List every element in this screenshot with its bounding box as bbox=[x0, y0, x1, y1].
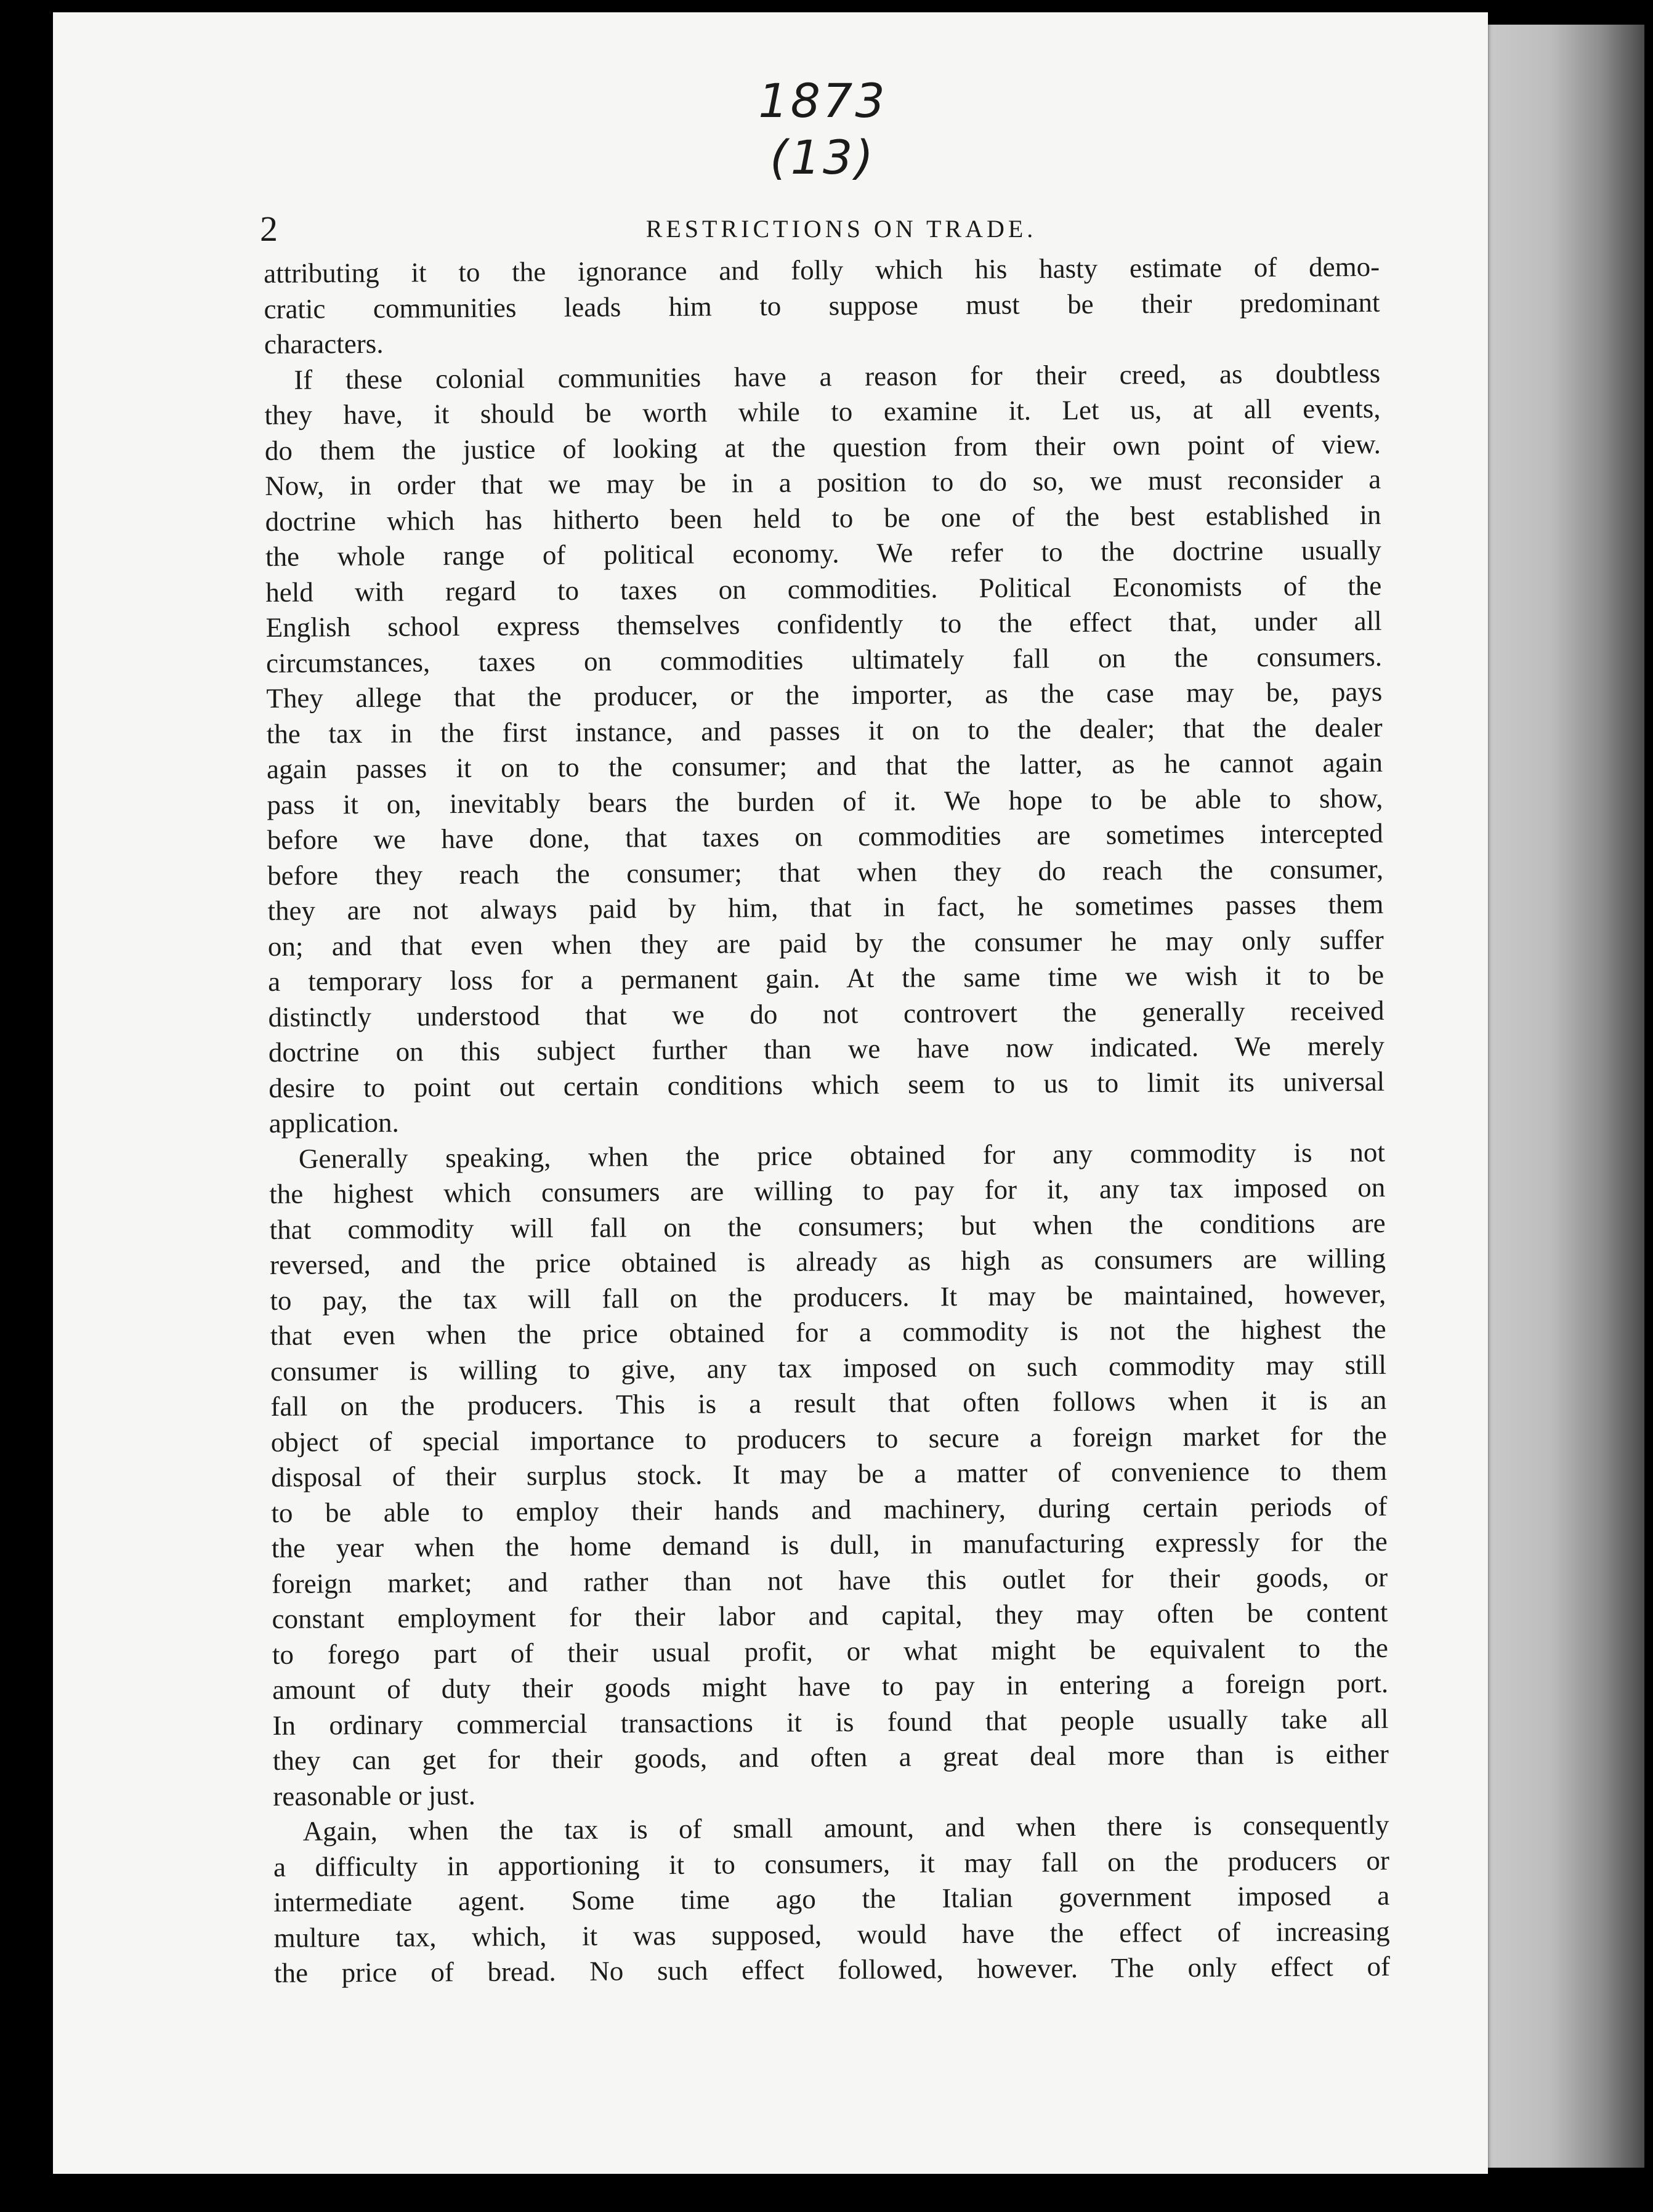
text-line: before they reach the consumer; that when they do reach the consumer, bbox=[267, 853, 1384, 891]
text-line: foreign market; and rather than not have this outlet for their goods, or bbox=[272, 1561, 1388, 1599]
text-line: reversed, and the price obtained is already as high as consumers are willing bbox=[269, 1242, 1386, 1280]
text-line: to pay, the tax will fall on the producers. It may be maintained, however, bbox=[270, 1278, 1386, 1316]
text-line: desire to point out certain conditions which seem to us to limit its universal bbox=[269, 1065, 1385, 1104]
text-line: on; and that even when they are paid by the consumer he may only suffer bbox=[267, 924, 1384, 962]
text-line: the whole range of political economy. We refer to the doctrine usually bbox=[265, 534, 1382, 572]
text-line: distinctly understood that we do not controvert the generally received bbox=[268, 995, 1384, 1033]
text-line: a temporary loss for a permanent gain. At the same time we wish it to be bbox=[268, 959, 1384, 997]
text-line: English school express themselves confidently to the effect that, under all bbox=[265, 605, 1382, 643]
handwritten-year: 1873 bbox=[758, 73, 887, 128]
text-line: cratic communities leads him to suppose must be their predominant bbox=[264, 286, 1380, 325]
text-line: constant employment for their labor and capital, they may often be content bbox=[272, 1596, 1388, 1634]
handwritten-number: (13) bbox=[769, 130, 876, 185]
text-line: reasonable or just. bbox=[273, 1779, 476, 1812]
document-page bbox=[53, 12, 1488, 2174]
text-line: do them the justice of looking at the question from their own point of view. bbox=[264, 428, 1381, 466]
text-line: the highest which consumers are willing to pay for it, any tax imposed on bbox=[269, 1171, 1386, 1209]
text-line: circumstances, taxes on commodities ultimately fall on the consumers. bbox=[265, 640, 1383, 679]
text-line: intermediate agent. Some time ago the Italian government imposed a bbox=[273, 1879, 1390, 1918]
text-line: amount of duty their goods might have to pay in entering a foreign port. bbox=[272, 1667, 1389, 1705]
handwritten-annotation bbox=[718, 73, 928, 186]
text-line: to forego part of their usual profit, or what might be equivalent to the bbox=[272, 1632, 1388, 1670]
text-line: again passes it on to the consumer; and that the latter, as he cannot again bbox=[266, 746, 1383, 785]
text-line: fall on the producers. This is a result that often follows when it is an bbox=[270, 1384, 1387, 1422]
text-line: attributing it to the ignorance and folly which his hasty estimate of demo- bbox=[264, 251, 1380, 289]
text-line: that commodity will fall on the consumers; but when the conditions are bbox=[269, 1207, 1386, 1245]
text-line: before we have done, that taxes on commodities are sometimes intercepted bbox=[267, 817, 1383, 855]
text-line: characters. bbox=[264, 328, 384, 360]
text-line: the year when the home demand is dull, in manufacturing expressly for the bbox=[271, 1525, 1388, 1564]
text-line: object of special importance to producers to secure a foreign market for the bbox=[270, 1419, 1387, 1458]
text-line: If these colonial communities have a reason for their creed, as doubtless bbox=[294, 357, 1381, 395]
text-line: to be able to employ their hands and machinery, during certain periods of bbox=[271, 1490, 1388, 1528]
text-line: they are not always paid by him, that in fact, he sometimes passes them bbox=[267, 888, 1384, 926]
text-line: They allege that the producer, or the importer, as the case may be, pays bbox=[266, 676, 1383, 714]
text-line: doctrine which has hitherto been held to be one of the best established in bbox=[265, 499, 1381, 537]
text-line: disposal of their surplus stock. It may be a matter of convenience to them bbox=[270, 1455, 1388, 1493]
text-line: that even when the price obtained for a commodity is not the highest the bbox=[270, 1313, 1386, 1351]
text-line: the price of bread. No such effect followed, however. The only effect of bbox=[273, 1950, 1391, 1988]
page-number: 2 bbox=[260, 209, 278, 249]
text-line: held with regard to taxes on commodities. Political Economists of the bbox=[265, 570, 1382, 608]
body-text bbox=[264, 249, 1390, 1992]
text-line: they can get for their goods, and often a great deal more than is either bbox=[272, 1738, 1389, 1776]
text-line: In ordinary commercial transactions it is found that people usually take all bbox=[272, 1703, 1389, 1741]
text-line: doctrine on this subject further than we have now indicated. We merely bbox=[268, 1030, 1385, 1068]
text-line: application. bbox=[269, 1107, 399, 1139]
text-line: pass it on, inevitably bears the burden of it. We hope to be able to show, bbox=[267, 782, 1383, 820]
text-line: a difficulty in apportioning it to consumers, it may fall on the producers or bbox=[273, 1844, 1390, 1883]
text-line: consumer is willing to give, any tax imposed on such commodity may still bbox=[270, 1349, 1387, 1387]
running-head: RESTRICTIONS ON TRADE. bbox=[645, 215, 1037, 243]
text-line: they have, it should be worth while to examine it. Let us, at all events, bbox=[264, 392, 1381, 430]
text-line: the tax in the first instance, and passes it on to the dealer; that the dealer bbox=[266, 711, 1383, 749]
text-line: Generally speaking, when the price obtained for any commodity is not bbox=[298, 1136, 1386, 1174]
text-line: Again, when the tax is of small amount, and when there is consequently bbox=[302, 1809, 1389, 1847]
text-line: multure tax, which, it was supposed, would have the effect of increasing bbox=[273, 1915, 1390, 1953]
text-line: Now, in order that we may be in a position to do so, we must reconsider a bbox=[265, 463, 1381, 501]
